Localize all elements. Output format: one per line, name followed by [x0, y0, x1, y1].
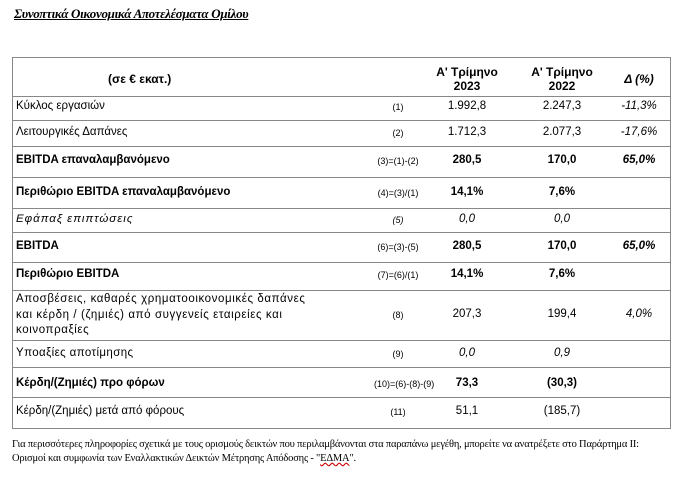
row-ref: (1) — [392, 102, 404, 112]
row-label-line3: κοινοπραξίες — [16, 324, 90, 336]
row-label: Λειτουργικές Δαπάνες — [16, 126, 128, 138]
row-divider — [12, 290, 671, 291]
row-divider — [12, 232, 671, 233]
row-ref: (2) — [392, 128, 404, 138]
row-divider — [12, 397, 671, 398]
row-value-2023: 73,3 — [455, 377, 479, 389]
row-divider — [12, 96, 671, 97]
row-delta: 65,0% — [622, 240, 656, 252]
row-value-2023: 0,0 — [459, 213, 475, 225]
row-value-2022: 7,6% — [548, 268, 576, 280]
row-ref: (7)=(6)/(1) — [377, 270, 419, 280]
row-value-2023: 14,1% — [450, 186, 484, 198]
row-label: Κέρδη/(Ζημιές) προ φόρων — [16, 377, 165, 389]
footnote-edma-link: ΕΔΜΑ — [320, 453, 350, 464]
row-value-2022: 170,0 — [547, 240, 577, 252]
footnote-line2-post: ". — [349, 453, 356, 464]
table-row — [12, 292, 671, 340]
row-value-2023: 1.712,3 — [447, 126, 487, 138]
row-value-2023: 51,1 — [455, 405, 479, 417]
row-value-2023: 280,5 — [452, 240, 482, 252]
col-2022-line2: 2022 — [548, 79, 576, 93]
row-label: EBITDA επαναλαμβανόμενο — [16, 154, 170, 166]
row-ref: (11) — [390, 407, 406, 417]
footnote-line1: Για περισσότερες πληροφορίες σχετικά με τους ορισμούς δεικτών που περιλαμβάνονται στα παραπάνω μεγέθη, μπορείτε να ανατρέξετε στο Παράρτημα ΙΙ: — [12, 439, 639, 450]
row-ref: (9) — [392, 349, 404, 359]
unit-label: (σε € εκατ.) — [108, 72, 172, 86]
row-divider — [12, 177, 671, 178]
row-value-2022: 2.077,3 — [542, 126, 582, 138]
row-label: EBITDA — [16, 240, 59, 252]
col-delta-header: Δ (%) — [624, 72, 654, 86]
col-2023-line1: Α' Τρίμηνο — [436, 65, 498, 79]
row-value-2023: 1.992,8 — [447, 100, 487, 112]
row-ref: (3)=(1)-(2) — [377, 156, 419, 166]
row-label: Περιθώριο EBITDA — [16, 268, 120, 280]
row-label-line1: Αποσβέσεις, καθαρές χρηματοοικονομικές δαπάνες — [16, 293, 306, 305]
row-value-2022: 7,6% — [548, 186, 576, 198]
row-ref: (8) — [392, 310, 404, 320]
col-2023-line2: 2023 — [453, 79, 481, 93]
table-header — [12, 67, 671, 97]
row-delta: -17,6% — [620, 126, 658, 138]
row-value-2022: 170,0 — [547, 154, 577, 166]
row-label: Υποαξίες αποτίμησης — [16, 347, 134, 359]
row-value-2023: 207,3 — [452, 308, 482, 320]
row-label: Κέρδη/(Ζημιές) μετά από φόρους — [16, 405, 185, 417]
col-2022-line1: Α' Τρίμηνο — [531, 65, 593, 79]
row-delta: 65,0% — [622, 154, 656, 166]
page-title: Συνοπτικά Οικονομικά Αποτελέσματα Ομίλου — [14, 6, 249, 21]
row-label-line2: και κέρδη / (ζημιές) από συγγενείς εταιρείες και — [16, 308, 283, 321]
row-value-2022: (185,7) — [543, 405, 581, 417]
row-value-2023: 14,1% — [450, 268, 484, 280]
row-divider — [12, 120, 671, 121]
row-divider — [12, 262, 671, 263]
footnote — [12, 438, 678, 466]
row-label: Εφάπαξ επιπτώσεις — [16, 213, 134, 225]
row-value-2023: 280,5 — [452, 154, 482, 166]
row-value-2023: 0,0 — [459, 347, 475, 359]
row-value-2022: 2.247,3 — [542, 100, 582, 112]
row-delta: 4,0% — [625, 308, 653, 320]
row-value-2022: (30,3) — [546, 377, 578, 389]
row-label: Κύκλος εργασιών — [16, 100, 105, 112]
row-divider — [12, 208, 671, 209]
row-label: Περιθώριο EBITDA επαναλαμβανόμενο — [16, 186, 231, 198]
footnote-line2-pre: Ορισμοί και συμφωνία των Εναλλακτικών Δεικτών Μέτρησης Απόδοσης - " — [12, 453, 321, 464]
row-value-2022: 0,9 — [554, 347, 570, 359]
row-value-2022: 0,0 — [554, 213, 570, 225]
row-ref: (6)=(3)-(5) — [377, 242, 419, 252]
row-ref: (5) — [392, 215, 404, 225]
row-divider — [12, 367, 671, 368]
row-ref: (4)=(3)/(1) — [377, 188, 419, 198]
col-2023-header — [422, 65, 512, 93]
col-2022-header — [517, 65, 607, 93]
row-label-multiline — [16, 292, 306, 339]
row-value-2022: 199,4 — [547, 308, 577, 320]
row-delta: -11,3% — [621, 100, 657, 112]
row-divider — [12, 340, 671, 341]
row-divider — [12, 146, 671, 147]
row-ref: (10)=(6)-(8)-(9) — [374, 379, 435, 389]
